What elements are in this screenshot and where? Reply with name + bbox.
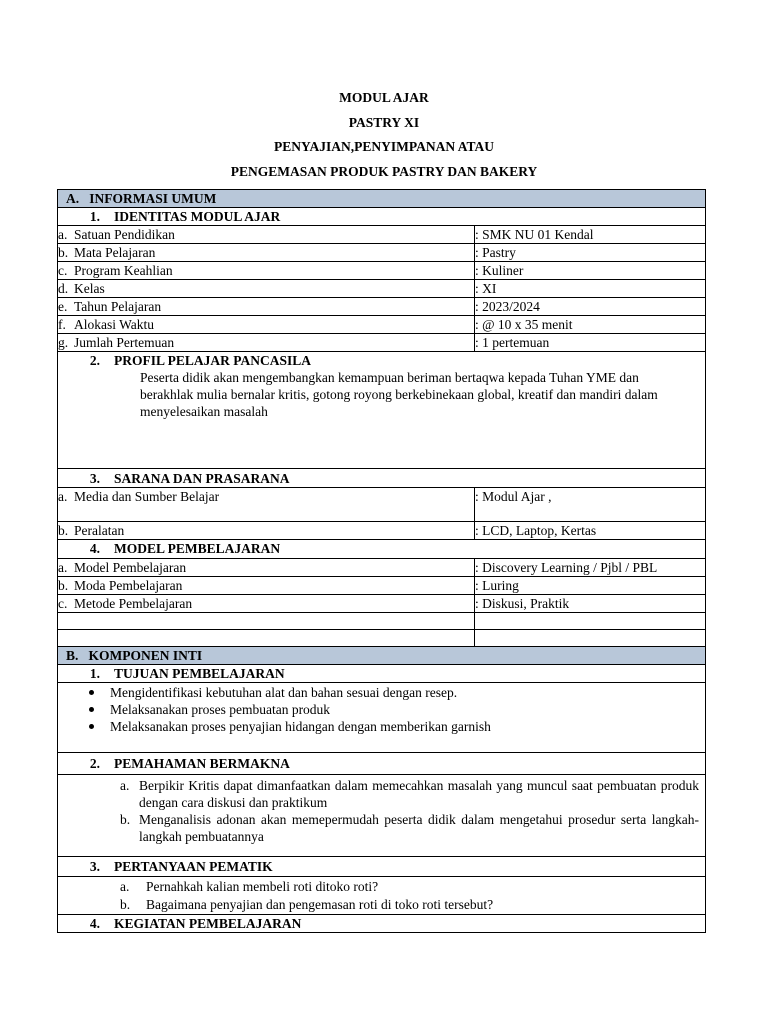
- profil-paragraph: Peserta didik akan mengembangkan kemampuan beriman bertaqwa kepada Tuhan YME dan berakhlak mulia bernalar kritis, gotong royong berkebinekaan global, kreatif dan mandiri dalam menyelesaikan masalah: [140, 370, 658, 419]
- list-item: [58, 811, 705, 845]
- row-letter: a.: [58, 489, 68, 504]
- row-value: : Kuliner: [475, 262, 706, 280]
- row-value: : SMK NU 01 Kendal: [475, 226, 706, 244]
- subsection-number: 4.: [89, 916, 100, 931]
- table-row: [58, 244, 706, 262]
- pertanyaan-list-row: [58, 877, 706, 915]
- module-table: [57, 189, 706, 933]
- table-row: [58, 298, 706, 316]
- subsection-kegiatan: [58, 915, 706, 933]
- list-marker: b.: [120, 897, 131, 912]
- subsection-title: PROFIL PELAJAR PANCASILA: [114, 353, 312, 368]
- subsection-title: PEMAHAMAN BERMAKNA: [114, 756, 290, 771]
- subsection-title: TUJUAN PEMBELAJARAN: [114, 666, 285, 681]
- row-value: : @ 10 x 35 menit: [475, 316, 706, 334]
- subsection-identitas: [58, 208, 706, 226]
- title-line: PASTRY XI: [348, 114, 420, 130]
- subsection-tujuan: [58, 665, 706, 683]
- title-line: MODUL AJAR: [339, 90, 429, 105]
- row-letter: b.: [58, 523, 69, 538]
- list-marker: a.: [120, 778, 130, 793]
- row-value: : 1 pertemuan: [475, 334, 706, 352]
- subsection-title: MODEL PEMBELAJARAN: [114, 541, 281, 556]
- section-title: KOMPONEN INTI: [88, 648, 203, 663]
- table-row: [58, 522, 706, 540]
- row-letter: e.: [58, 299, 68, 314]
- row-label: Alokasi Waktu: [74, 317, 155, 332]
- empty-row: [58, 613, 706, 630]
- list-marker: b.: [120, 812, 131, 827]
- row-label: Jumlah Pertemuan: [74, 335, 175, 350]
- row-label: Media dan Sumber Belajar: [74, 489, 220, 504]
- table-row: [58, 577, 706, 595]
- row-letter: b.: [58, 578, 69, 593]
- table-row: [58, 488, 706, 522]
- section-letter: A.: [66, 191, 80, 206]
- table-row: [58, 226, 706, 244]
- row-letter: c.: [58, 263, 68, 278]
- subsection-number: 4.: [89, 541, 100, 556]
- section-header-a: [58, 190, 706, 208]
- list-marker: a.: [120, 879, 130, 894]
- row-label: Moda Pembelajaran: [74, 578, 183, 593]
- row-letter: b.: [58, 245, 69, 260]
- row-value: : Luring: [475, 577, 706, 595]
- row-value: : Pastry: [475, 244, 706, 262]
- subsection-model: [58, 540, 706, 559]
- row-label: Program Keahlian: [74, 263, 173, 278]
- title-line: PENYAJIAN,PENYIMPANAN ATAU: [273, 139, 494, 154]
- list-item: Melaksanakan proses penyajian hidangan dengan memberikan garnish: [58, 718, 705, 735]
- row-value: : Discovery Learning / Pjbl / PBL: [475, 559, 706, 577]
- row-letter: f.: [58, 317, 66, 332]
- list-text: Menganalisis adonan akan memepermudah peserta didik dalam mengetahui prosedur serta langkah-langkah pembuatannya: [139, 812, 699, 844]
- subsection-profil: [58, 352, 706, 469]
- tujuan-list: [58, 684, 705, 735]
- empty-row: [58, 630, 706, 647]
- row-label: Model Pembelajaran: [74, 560, 187, 575]
- subsection-number: 3.: [89, 471, 100, 486]
- table-row: [58, 334, 706, 352]
- subsection-pemahaman: [58, 753, 706, 775]
- table-row: [58, 280, 706, 298]
- subsection-title: SARANA DAN PRASARANA: [114, 471, 290, 486]
- list-item: [58, 878, 705, 895]
- document-title-block: [0, 86, 768, 184]
- row-label: Tahun Pelajaran: [74, 299, 162, 314]
- subsection-number: 2.: [89, 756, 100, 771]
- section-header-b: [58, 647, 706, 665]
- list-text: Bagaimana penyajian dan pengemasan roti di toko roti tersebut?: [146, 897, 494, 912]
- table-row: [58, 559, 706, 577]
- list-text: Pernahkah kalian membeli roti ditoko roti?: [146, 879, 379, 894]
- row-label: Kelas: [74, 281, 105, 296]
- row-value: : Modul Ajar ,: [475, 488, 706, 522]
- title-line: PENGEMASAN PRODUK PASTRY DAN BAKERY: [230, 163, 538, 179]
- list-item: [58, 777, 705, 811]
- list-text: Berpikir Kritis dapat dimanfaatkan dalam memecahkan masalah yang muncul saat pembuatan produk dengan cara diskusi dan praktikum: [139, 778, 699, 810]
- list-item: [58, 896, 705, 913]
- pertanyaan-list: [58, 878, 705, 913]
- section-letter: B.: [66, 648, 79, 663]
- row-value: : Diskusi, Praktik: [475, 595, 706, 613]
- list-item: Melaksanakan proses pembuatan produk: [58, 701, 705, 718]
- row-letter: g.: [58, 335, 69, 350]
- subsection-number: 1.: [89, 666, 100, 681]
- row-label: Satuan Pendidikan: [74, 227, 175, 242]
- section-title: INFORMASI UMUM: [89, 191, 217, 206]
- subsection-number: 1.: [89, 209, 100, 224]
- pemahaman-list-row: [58, 775, 706, 857]
- row-label: Peralatan: [74, 523, 125, 538]
- subsection-number: 2.: [89, 353, 100, 368]
- row-value: : LCD, Laptop, Kertas: [475, 522, 706, 540]
- row-label: Metode Pembelajaran: [74, 596, 193, 611]
- row-value: : 2023/2024: [475, 298, 706, 316]
- row-letter: a.: [58, 227, 68, 242]
- table-row: [58, 316, 706, 334]
- pemahaman-list: [58, 777, 705, 845]
- tujuan-list-row: [58, 683, 706, 753]
- subsection-title: PERTANYAAN PEMATIK: [114, 859, 273, 874]
- subsection-number: 3.: [89, 859, 100, 874]
- row-letter: a.: [58, 560, 68, 575]
- row-letter: c.: [58, 596, 68, 611]
- subsection-title: KEGIATAN PEMBELAJARAN: [114, 916, 302, 931]
- row-letter: d.: [58, 281, 69, 296]
- subsection-sarana: [58, 469, 706, 488]
- table-row: [58, 595, 706, 613]
- subsection-pertanyaan: [58, 857, 706, 877]
- row-label: Mata Pelajaran: [74, 245, 156, 260]
- row-value: : XI: [475, 280, 706, 298]
- table-row: [58, 262, 706, 280]
- list-item: Mengidentifikasi kebutuhan alat dan bahan sesuai dengan resep.: [58, 684, 705, 701]
- subsection-title: IDENTITAS MODUL AJAR: [114, 209, 281, 224]
